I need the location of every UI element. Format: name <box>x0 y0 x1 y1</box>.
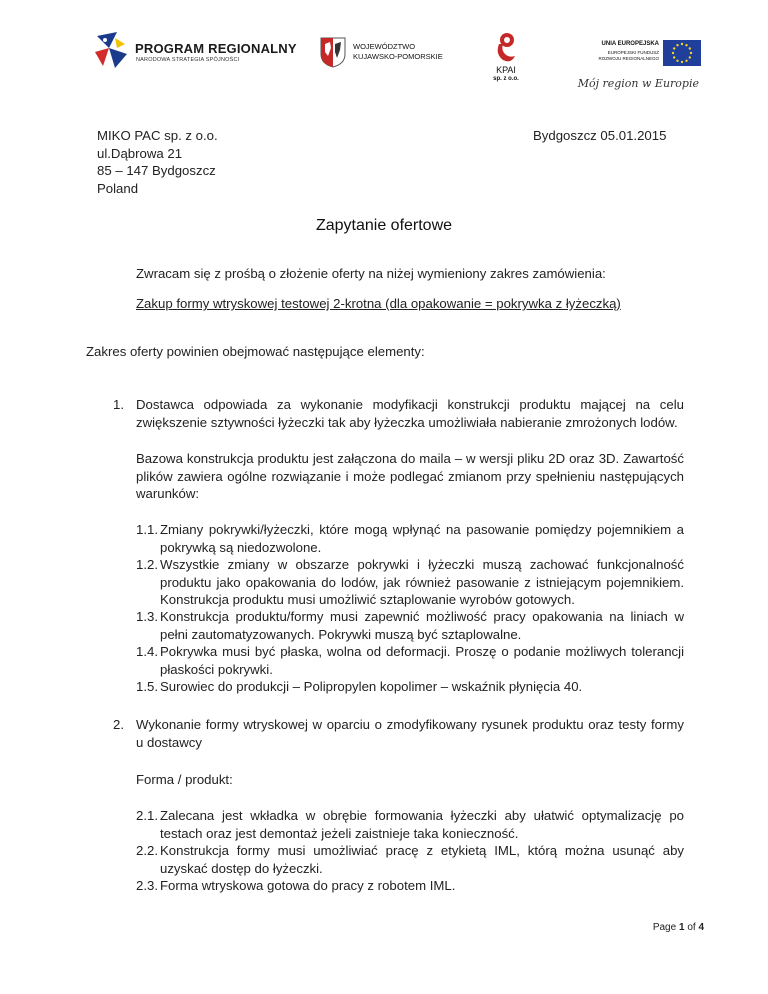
section-1-para: Bazowa konstrukcja produktu jest załączona do maila – w wersji pliku 2D oraz 3D. Zawartość plików zawiera ogólne rozwiązanie i może podlegać zmianom przy spełnieniu następujących warunków: <box>136 451 684 501</box>
of-word: of <box>687 922 696 933</box>
item-1-5-text: Surowiec do produkcji – Polipropylen kopolimer – wskaźnik płynięcia 40. <box>160 679 583 694</box>
sender-address <box>97 127 218 197</box>
eu-line2: EUROPEJSKI FUNDUSZ <box>607 50 659 55</box>
item-2-2-number: 2.2. <box>136 843 158 858</box>
item-1-5-number: 1.5. <box>136 679 158 694</box>
program-regionalny-mark-icon <box>95 30 131 70</box>
program-regionalny-logo <box>95 30 297 70</box>
item-1-1-number: 1.1. <box>136 522 158 537</box>
kpai-mark-icon <box>489 30 523 64</box>
subject-text: Zakup formy wtryskowej testowej 2-krotna (dla opakowanie = pokrywka z łyżeczką) <box>136 296 621 311</box>
kpai-sub: sp. z o.o. <box>493 76 519 82</box>
griffin-crest-icon <box>319 36 347 68</box>
page-word: Page <box>652 922 677 933</box>
eu-logo <box>577 40 701 102</box>
program-title: PROGRAM REGIONALNY <box>135 41 297 56</box>
section-2-text: Wykonanie formy wtryskowej w oparciu o zmodyfikowany rysunek produktu oraz testy formy u dostawcy <box>136 717 684 750</box>
item-1-2-number: 1.2. <box>136 557 158 572</box>
item-2-1-number: 2.1. <box>136 808 158 823</box>
voivodeship-logo <box>319 36 469 70</box>
item-2-3-number: 2.3. <box>136 878 158 893</box>
scope-intro: Zakres oferty powinien obejmować następujące elementy: <box>86 344 425 359</box>
item-2-1-text: Zalecana jest wkładka w obrębie formowania łyżeczki aby ułatwić optymalizację po testach oraz jest demontaż jeżeli zaistnieje taka konieczność. <box>160 808 684 841</box>
eu-line1: UNIA EUROPEJSKA <box>601 41 659 47</box>
eu-flag-icon <box>663 40 701 66</box>
kpai-logo <box>489 30 523 86</box>
page-total: 4 <box>698 922 704 933</box>
eu-motto: Mój region w Europie <box>577 77 699 90</box>
kpai-name: KPAI <box>496 65 516 75</box>
page-current: 1 <box>678 922 685 933</box>
voivodeship-line2: KUJAWSKO-POMORSKIE <box>353 52 443 61</box>
page-footer <box>653 922 704 933</box>
page-title: Zapytanie ofertowe <box>315 217 453 234</box>
program-subtitle: NARODOWA STRATEGIA SPÓJNOŚCI <box>136 57 240 63</box>
item-1-4-number: 1.4. <box>136 644 158 659</box>
item-1-4-text: Pokrywka musi być płaska, wolna od deformacji. Proszę o podanie możliwych tolerancji płaskości pokrywki. <box>160 644 684 677</box>
eu-line3: ROZWOJU REGIONALNEGO <box>598 56 659 61</box>
section-2-para: Forma / produkt: <box>136 772 233 787</box>
item-2-2-text: Konstrukcja formy musi umożliwiać pracę z etykietą IML, którą można usunąć aby uzyskać dostęp do łyżeczki. <box>160 843 684 876</box>
sender-street: ul.Dąbrowa 21 <box>97 145 183 161</box>
logo-header <box>95 26 705 96</box>
letter-date: Bydgoszcz 05.01.2015 <box>533 128 667 143</box>
item-1-1-text: Zmiany pokrywki/łyżeczki, które mogą wpłynąć na pasowanie pomiędzy pojemnikiem a pokrywką są niedozwolone. <box>160 522 684 555</box>
section-1-number: 1. <box>113 397 124 412</box>
sender-country: Poland <box>97 180 139 196</box>
item-1-3-text: Konstrukcja produktu/formy musi zapewnić możliwość pracy opakowania na liniach w pełni zautomatyzowanych. Pokrywki muszą być sztaplowalne. <box>160 609 684 642</box>
item-2-3-text: Forma wtryskowa gotowa do pracy z robotem IML. <box>160 878 456 893</box>
item-1-3-number: 1.3. <box>136 609 158 624</box>
sender-city: 85 – 147 Bydgoszcz <box>97 163 216 178</box>
intro-text: Zwracam się z prośbą o złożenie oferty na niżej wymieniony zakres zamówienia: <box>136 266 606 281</box>
sender-company: MIKO PAC sp. z o.o. <box>97 128 218 143</box>
item-1-2-text: Wszystkie zmiany w obszarze pokrywki i łyżeczki muszą zachować funkcjonalność produktu jako opakowania do lodów, jak również pasowanie z istniejącym pojemnikiem. Konstrukcja produktu musi umożliwić sztaplowanie wyrobów gotowych. <box>160 557 684 607</box>
section-2-number: 2. <box>113 717 124 732</box>
voivodeship-line1: WOJEWÓDZTWO <box>353 42 416 51</box>
section-1-text: Dostawca odpowiada za wykonanie modyfikacji konstrukcji produktu mającej na celu zwiększenie sztywności łyżeczki tak aby łyżeczka umożliwiała nabieranie zmrożonych lodów. <box>136 397 684 430</box>
